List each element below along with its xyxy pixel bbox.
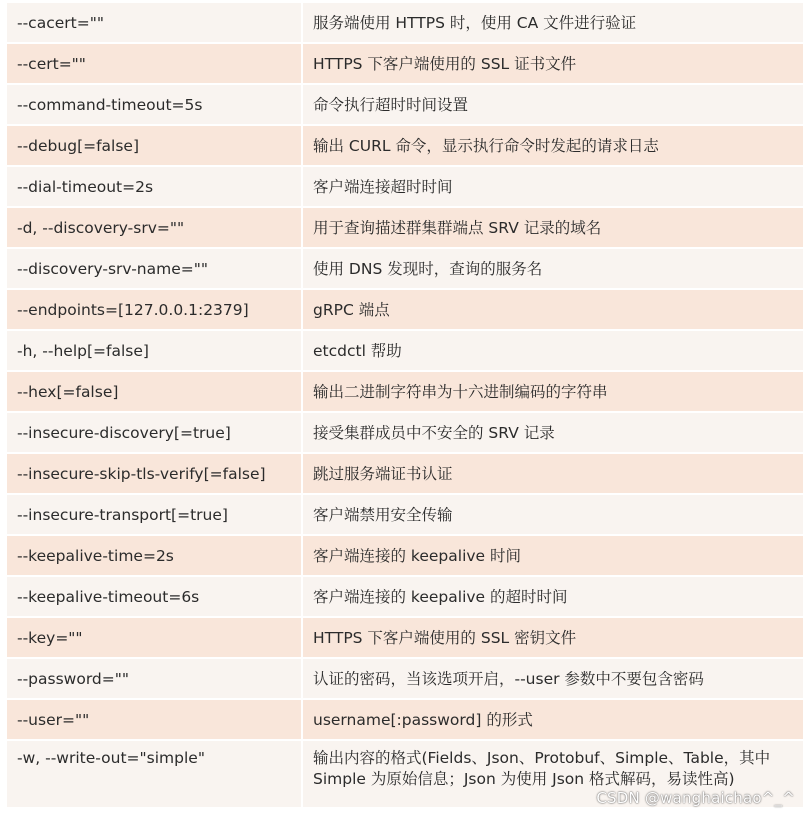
table-row: [7, 249, 803, 290]
table-row: [7, 536, 803, 577]
table-row: [7, 126, 803, 167]
table-row: [7, 454, 803, 495]
table-row: [7, 331, 803, 372]
description-cell: gRPC 端点: [303, 290, 803, 331]
table-row: [7, 413, 803, 454]
option-cell: --insecure-transport[=true]: [7, 495, 303, 536]
option-cell: -w, --write-out="simple": [7, 741, 303, 809]
description-cell: 跳过服务端证书认证: [303, 454, 803, 495]
option-cell: --insecure-discovery[=true]: [7, 413, 303, 454]
description-cell: 命令执行超时时间设置: [303, 85, 803, 126]
description-cell: 使用 DNS 发现时，查询的服务名: [303, 249, 803, 290]
option-cell: --user="": [7, 700, 303, 741]
description-cell: 服务端使用 HTTPS 时，使用 CA 文件进行验证: [303, 3, 803, 44]
option-cell: --key="": [7, 618, 303, 659]
table-row: [7, 167, 803, 208]
description-cell: 输出二进制字符串为十六进制编码的字符串: [303, 372, 803, 413]
options-table: [7, 3, 803, 809]
description-cell: 输出内容的格式(Fields、Json、Protobuf、Simple、Table，其中 Simple 为原始信息；Json 为使用 Json 格式解码，易读性高): [303, 741, 803, 809]
option-cell: --keepalive-timeout=6s: [7, 577, 303, 618]
description-cell: 用于查询描述群集群端点 SRV 记录的域名: [303, 208, 803, 249]
table-row: [7, 44, 803, 85]
table-row: [7, 577, 803, 618]
table-row: [7, 85, 803, 126]
description-cell: 客户端连接的 keepalive 时间: [303, 536, 803, 577]
description-cell: username[:password] 的形式: [303, 700, 803, 741]
table-row: [7, 290, 803, 331]
description-cell: HTTPS 下客户端使用的 SSL 密钥文件: [303, 618, 803, 659]
description-cell: 客户端连接的 keepalive 的超时时间: [303, 577, 803, 618]
option-cell: --dial-timeout=2s: [7, 167, 303, 208]
table-row: [7, 700, 803, 741]
table-row: [7, 618, 803, 659]
description-cell: 接受集群成员中不安全的 SRV 记录: [303, 413, 803, 454]
description-cell: 客户端连接超时时间: [303, 167, 803, 208]
description-cell: 客户端禁用安全传输: [303, 495, 803, 536]
table-row: [7, 372, 803, 413]
option-cell: --command-timeout=5s: [7, 85, 303, 126]
option-cell: --cacert="": [7, 3, 303, 44]
option-cell: --insecure-skip-tls-verify[=false]: [7, 454, 303, 495]
option-cell: -d, --discovery-srv="": [7, 208, 303, 249]
option-cell: --endpoints=[127.0.0.1:2379]: [7, 290, 303, 331]
table-row: [7, 495, 803, 536]
description-cell: 输出 CURL 命令，显示执行命令时发起的请求日志: [303, 126, 803, 167]
table-row: [7, 208, 803, 249]
option-cell: --discovery-srv-name="": [7, 249, 303, 290]
option-cell: -h, --help[=false]: [7, 331, 303, 372]
table-row: [7, 3, 803, 44]
description-cell: 认证的密码，当该选项开启，--user 参数中不要包含密码: [303, 659, 803, 700]
table-row: [7, 659, 803, 700]
description-cell: etcdctl 帮助: [303, 331, 803, 372]
option-cell: --password="": [7, 659, 303, 700]
option-cell: --cert="": [7, 44, 303, 85]
option-cell: --debug[=false]: [7, 126, 303, 167]
option-cell: --hex[=false]: [7, 372, 303, 413]
csdn-watermark: CSDN @wanghaichao^_^: [596, 789, 795, 807]
option-cell: --keepalive-time=2s: [7, 536, 303, 577]
description-cell: HTTPS 下客户端使用的 SSL 证书文件: [303, 44, 803, 85]
